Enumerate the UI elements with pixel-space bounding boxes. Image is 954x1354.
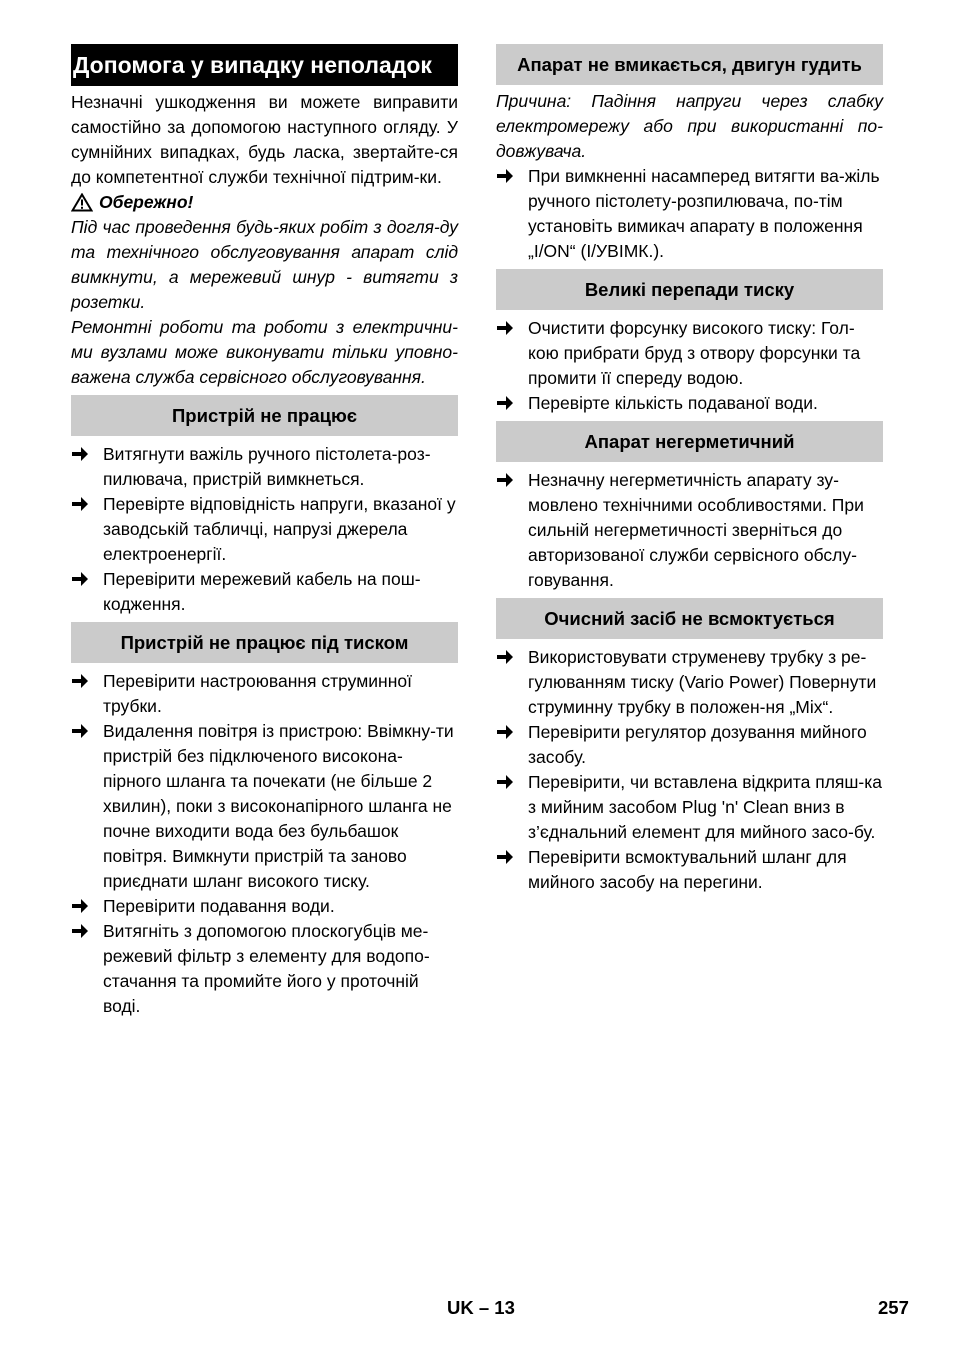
cause-text: Причина: Падіння напруги через слабку електромережу або при використанні по-довжувача. (496, 91, 883, 161)
steps-no-pressure (71, 669, 458, 1019)
caution-text-1: Під час проведення будь-яких робіт з догля-ду та технічного обслуговування апарат слід вимкнути, а мережевий шнур - витягти з розетки. (71, 217, 458, 312)
footer-section-label: UK – 13 (447, 1297, 515, 1318)
list-item: Витягніть з допомогою плоскогубців ме-режевий фільтр з елементу для водопо-стачання та промийте його у проточній воді. (71, 919, 458, 1019)
section-heading-device-not-working: Пристрій не працює (71, 395, 458, 436)
list-item: Витягнути важіль ручного пістолета-роз-пилювача, пристрій вимкнеться. (71, 442, 458, 492)
arrow-right-icon (496, 472, 514, 488)
list-item: Перевірити регулятор дозування мийного засобу. (496, 720, 883, 770)
list-item: Перевірити, чи вставлена відкрита пляш-ка з мийним засобом Plug 'n' Clean вниз в з’єднальний елемент для мийного засо-бу. (496, 770, 883, 845)
list-item: Очистити форсунку високого тиску: Гол-кою прибрати бруд з отвору форсунки та промити її спереду водою. (496, 316, 883, 391)
steps-device-not-working (71, 442, 458, 617)
left-column (71, 44, 458, 1019)
arrow-right-icon (71, 571, 89, 587)
arrow-right-icon (496, 774, 514, 790)
steps-pressure-fluctuations (496, 316, 883, 416)
page-number: 257 (878, 1297, 909, 1318)
arrow-right-icon (496, 649, 514, 665)
caution-heading (71, 190, 458, 215)
arrow-right-icon (71, 898, 89, 914)
arrow-right-icon (496, 849, 514, 865)
list-item: Перевірити всмоктувальний шланг для мийного засобу на перегини. (496, 845, 883, 895)
list-item: Перевірте кількість подаваної води. (496, 391, 883, 416)
list-item: Перевірити мережевий кабель на пош-кодження. (71, 567, 458, 617)
warning-triangle-icon (71, 193, 93, 212)
list-item: Незначну негерметичність апарату зу-мовлено технічними особливостями. При сильній негерметичності зверніться до авторизованої служби сервісного обслу-говування. (496, 468, 883, 593)
list-item: Видалення повітря із пристрою: Ввімкну-ти пристрій без підключеного високона-пірного шланга та почекати (не більше 2 хвилин), поки з високонапірного шланга не почне виходити вода без бульбашок повітря. Вимкнути пристрій та заново приєднати шланг високого тиску. (71, 719, 458, 894)
steps-motor-hums (496, 164, 883, 264)
right-column (496, 44, 883, 895)
section-heading-detergent-not-sucked: Очисний засіб не всмоктується (496, 598, 883, 639)
intro-paragraph: Незначні ушкодження ви можете виправити самостійно за допомогою наступного огляду. У сумнійних випадках, будь ласка, звертайте-ся до компетентної служби технічної підтрим-ки. (71, 92, 458, 187)
arrow-right-icon (71, 673, 89, 689)
caution-text-2: Ремонтні роботи та роботи з електрични-ми вузлами може виконувати тільки уповно-важена служба сервісного обслуговування. (71, 317, 458, 387)
section-heading-leaking: Апарат негерметичний (496, 421, 883, 462)
section-heading-pressure-fluctuations: Великі перепади тиску (496, 269, 883, 310)
arrow-right-icon (496, 395, 514, 411)
arrow-right-icon (71, 723, 89, 739)
list-item: Перевірити настроювання струминної трубки. (71, 669, 458, 719)
page-title: Допомога у випадку неполадок (71, 44, 458, 86)
section-heading-motor-hums: Апарат не вмикається, двигун гудить (496, 44, 883, 85)
arrow-right-icon (496, 168, 514, 184)
arrow-right-icon (71, 496, 89, 512)
list-item: При вимкненні насамперед витягти ва-жіль ручного пістолету-розпилювача, по-тім установіть вимикач апарату в положення „I/ON“ (I/УВІМК.). (496, 164, 883, 264)
list-item: Перевірте відповідність напруги, вказаної у заводській табличці, напрузі джерела електроенергії. (71, 492, 458, 567)
list-item: Використовувати струменеву трубку з ре-гулюванням тиску (Vario Power) Повернути струминну трубку в положен-ня „Mix“. (496, 645, 883, 720)
arrow-right-icon (71, 446, 89, 462)
arrow-right-icon (71, 923, 89, 939)
caution-label: Обережно! (99, 192, 194, 212)
steps-leaking (496, 468, 883, 593)
steps-detergent-not-sucked (496, 645, 883, 895)
arrow-right-icon (496, 320, 514, 336)
section-heading-no-pressure: Пристрій не працює під тиском (71, 622, 458, 663)
arrow-right-icon (496, 724, 514, 740)
list-item: Перевірити подавання води. (71, 894, 458, 919)
